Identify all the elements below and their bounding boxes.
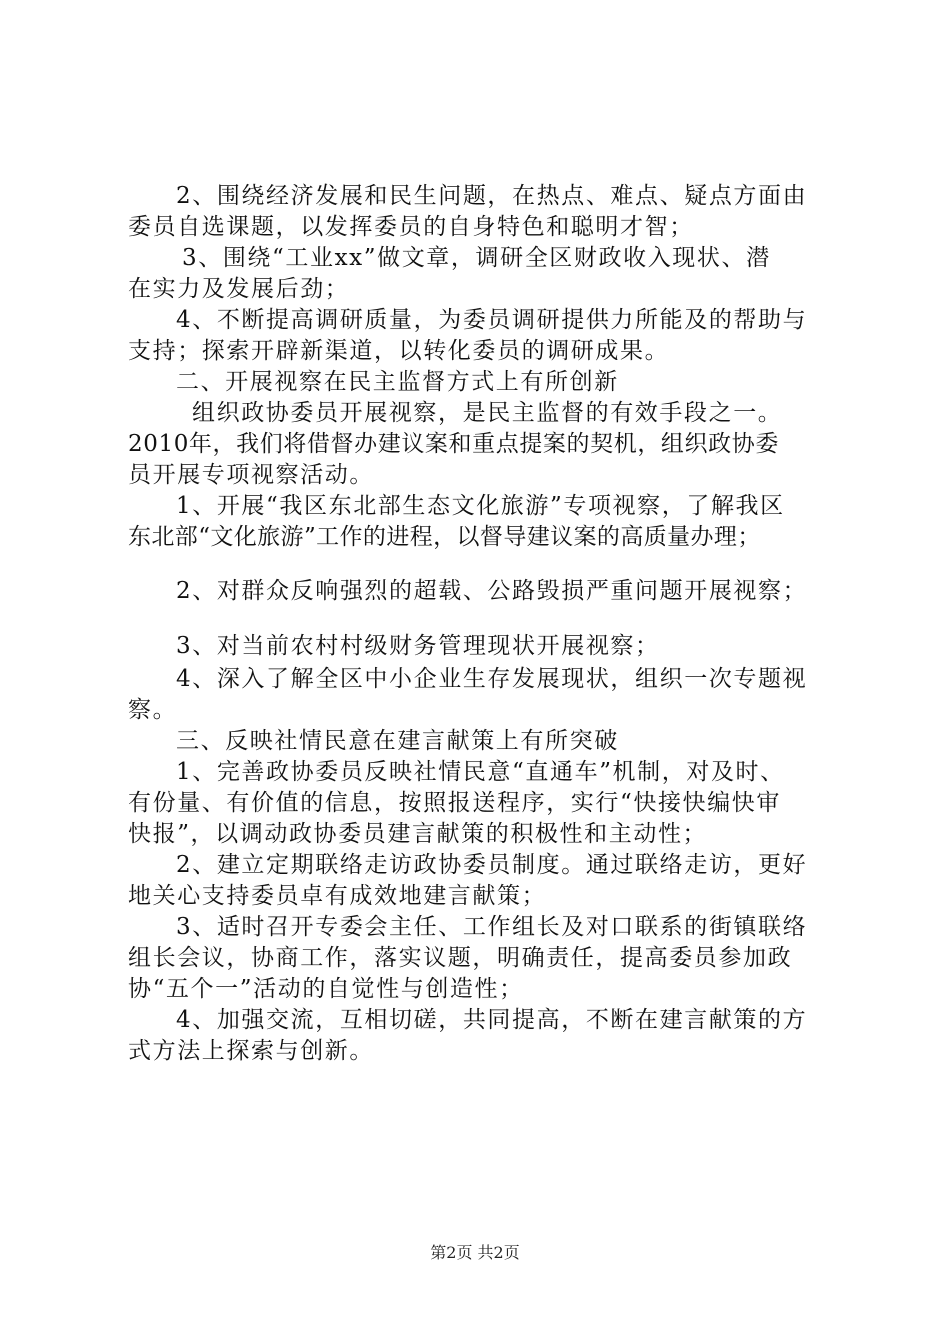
paragraph-line: 组织政协委员开展视察，是民主监督的有效手段之一。 <box>192 400 783 426</box>
paragraph-line: 协“五个一”活动的自觉性与创造性； <box>128 976 524 1002</box>
paragraph-line: 3、适时召开专委会主任、工作组长及对口联系的街镇联络 <box>176 914 808 940</box>
paragraph-line: 东北部“文化旅游”工作的进程，以督导建议案的高质量办理； <box>128 524 761 550</box>
paragraph-line: 支持；探索开辟新渠道，以转化委员的调研成果。 <box>128 338 670 364</box>
section-heading: 二、开展视察在民主监督方式上有所创新 <box>176 369 619 395</box>
paragraph-line: 4、加强交流，互相切磋，共同提高，不断在建言献策的方 <box>176 1007 808 1033</box>
page-number-footer: 第2页 共2页 <box>430 1243 520 1262</box>
paragraph-line: 1、开展“我区东北部生态文化旅游”专项视察，了解我区 <box>176 493 785 519</box>
paragraph-line: 察。 <box>128 697 178 723</box>
paragraph-line: 1、完善政协委员反映社情民意“直通车”机制，对及时、 <box>176 759 785 785</box>
paragraph-line: 2、围绕经济发展和民生问题，在热点、难点、疑点方面由 <box>176 183 808 209</box>
paragraph-line: 委员自选课题，以发挥委员的自身特色和聪明才智； <box>128 214 694 240</box>
section-heading: 三、反映社情民意在建言献策上有所突破 <box>176 728 619 754</box>
paragraph-line: 3、对当前农村村级财务管理现状开展视察； <box>176 633 660 659</box>
paragraph-line: 式方法上探索与创新。 <box>128 1038 374 1064</box>
paragraph-line: 4、深入了解全区中小企业生存发展现状，组织一次专题视 <box>176 666 808 692</box>
paragraph-line: 有份量、有价值的信息，按照报送程序，实行“快接快编快审 <box>128 790 781 816</box>
paragraph-line: 组长会议，协商工作，落实议题，明确责任，提高委员参加政 <box>128 945 793 971</box>
paragraph-line: 3、围绕“工业xx”做文章，调研全区财政收入现状、潜 <box>182 245 771 271</box>
paragraph-line: 地关心支持委员卓有成效地建言献策； <box>128 883 547 909</box>
paragraph-line: 在实力及发展后劲； <box>128 276 350 302</box>
paragraph-line: 2010年，我们将借督办建议案和重点提案的契机，组织政协委 <box>128 431 779 457</box>
paragraph-line: 2、建立定期联络走访政协委员制度。通过联络走访，更好 <box>176 852 808 878</box>
paragraph-line: 2、对群众反响强烈的超载、公路毁损严重问题开展视察； <box>176 578 808 604</box>
paragraph-line: 4、不断提高调研质量，为委员调研提供力所能及的帮助与 <box>176 307 808 333</box>
paragraph-line: 快报”，以调动政协委员建言献策的积极性和主动性； <box>128 821 708 847</box>
paragraph-line: 员开展专项视察活动。 <box>128 462 374 488</box>
